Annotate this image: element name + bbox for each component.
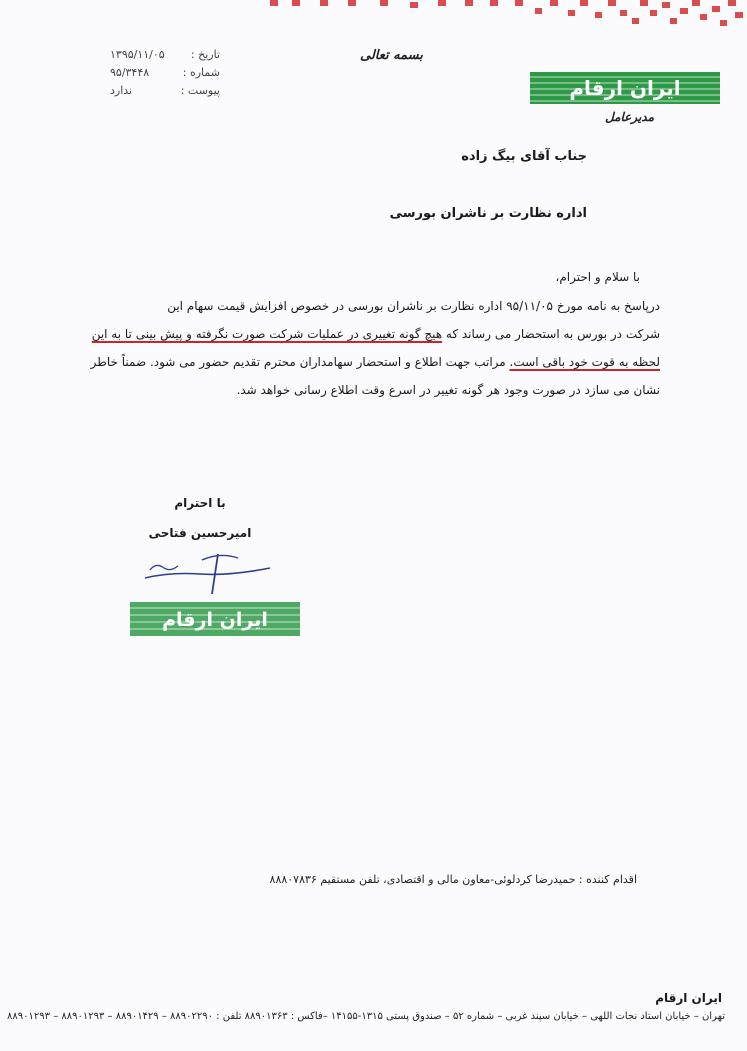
decorative-pixel-band bbox=[250, 0, 747, 28]
recipient: جناب آقای بیگ زاده bbox=[461, 149, 587, 164]
letter-meta bbox=[110, 46, 220, 100]
body-line-2 bbox=[90, 320, 660, 348]
action-officer: اقدام کننده : حمیدرضا کردلوئی-معاون مالی و اقتصادی، تلفن مستقیم ۸۸۸۰۷۸۳۶ bbox=[269, 873, 637, 886]
footer-address: تهران – خیابان استاد نجات اللهی – خیابان سپند غربی – شماره ۵۲ – صندوق پستی ۱۳۱۵-۱۴۱۵۵ –فاکس : ۸۸۹۰۱۳۶۳ تلفن : ۸۸۹۰۲۲۹۰ – ۸۸۹۰۱۴۲۹ – ۸۸۹۰۱۲۹۳ – ۸۸۹۰۱۲۹۳ bbox=[7, 1011, 725, 1022]
company-logo bbox=[530, 72, 720, 104]
body-line-3-post: مراتب جهت اطلاع و استحضار سهامداران محترم تقدیم حضور می شود. ضمناً خاطر bbox=[90, 355, 510, 369]
body-line-1: درپاسخ به نامه مورخ ۹۵/۱۱/۰۵ اداره نظارت بر ناشران بورسی در خصوص افزایش قیمت سهام این bbox=[167, 299, 660, 313]
date-row bbox=[110, 46, 220, 64]
company-stamp-logo bbox=[130, 602, 300, 636]
number-value: ۹۵/۳۴۴۸ bbox=[110, 66, 150, 79]
number-row bbox=[110, 64, 220, 82]
logo-text: ایران ارقام bbox=[569, 76, 681, 100]
stamp-logo-text: ایران ارقام bbox=[162, 609, 268, 631]
closing-block bbox=[140, 488, 260, 548]
body-line-2-underlined: هیچ گونه تغییری در عملیات شرکت صورت نگرفته و پیش بینی تا به این bbox=[91, 327, 443, 341]
body-line-2-pre: شرکت در بورس به استحضار می رساند که bbox=[442, 327, 660, 341]
date-value: ۱۳۹۵/۱۱/۰۵ bbox=[110, 48, 165, 61]
bismillah-heading: بسمه تعالی bbox=[360, 48, 423, 63]
date-label: تاریخ : bbox=[190, 48, 220, 61]
letter-body bbox=[90, 292, 660, 404]
body-line-3 bbox=[90, 348, 660, 376]
attachment-label: پیوست : bbox=[180, 84, 220, 97]
attachment-row bbox=[110, 82, 220, 100]
number-label: شماره : bbox=[182, 66, 220, 79]
greeting: با سلام و احترام، bbox=[555, 270, 640, 284]
handwritten-signature bbox=[140, 548, 280, 596]
attachment-value: ندارد bbox=[110, 84, 133, 97]
closing-phrase: با احترام bbox=[174, 496, 226, 510]
department: اداره نظارت بر ناشران بورسی bbox=[389, 206, 587, 221]
footer-company-name: ایران ارقام bbox=[655, 991, 722, 1005]
body-line-4: نشان می سازد در صورت وجود هر گونه تغییر در اسرع وقت اطلاع رسانی خواهد شد. bbox=[236, 383, 660, 397]
signer-name: امیرحسین فتاحی bbox=[148, 526, 252, 540]
body-line-3-underlined: لحظه به قوت خود باقی است. bbox=[509, 355, 660, 369]
logo-caption: مدیرعامل bbox=[605, 110, 655, 124]
